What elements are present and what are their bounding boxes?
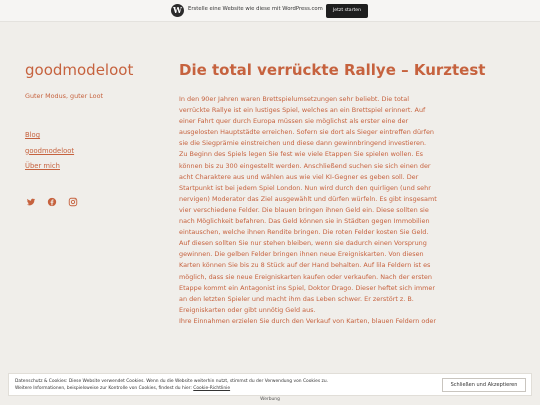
post-body: In den 90er Jahren waren Brettspielumsetzungen sehr beliebt. Die total verrückte Rallye ist ein lustiges Spiel, welches an ein Brettspiel erinnert. Auf einer Fahrt quer durch Europa müssen sie möglichst als erster eine der ausgelosten Hauptstädte erreichen. Sofern sie dort als Sieger eintreffen dürfen sie die Siegprämie einstreichen und diese dann gewinnbringend investieren. Zu Beginn des Spiels legen Sie fest wie viele Etappen Sie spielen wollen. Es können bis zu 300 eingestellt werden. Anschließend suchen sie sich einen der acht Charaktere aus und wählen aus wie viel KI-Gegner es geben soll. Der Startpunkt ist bei jedem Spiel London. Nun wird durch den quirligen (und sehr nervigen) Moderator das Ziel ausgewählt und dürfen würfeln. Es gibt insgesamt vier verschiedene Felder. Die blauen bringen ihnen Geld ein. Diese sollten sie nach Möglichkeit befahren. Das Geld können sie in Städten gegen Immobilien eintauschen, welche ihnen Rendite bringen. Die roten Felder kosten Sie Geld. Auf diesen sollten Sie nur stehen bleiben, wenn sie dadurch einen Vorsprung gewinnen. Die gelben Felder bringen ihnen neue Ereigniskarten. Von diesen Karten können Sie bis zu 8 Stück auf der Hand behalten. Auf lila Feldern ist es möglich, dass sie neue Ereigniskarten kaufen oder verkaufen. Nach der ersten Etappe kommt ein Antagonist ins Spiel, Doktor Drago. Dieser heftet sich immer an den letzten Spieler und macht ihm das Leben schwer. Er zerstört z. B. Ereigniskarten oder gibt unnötig Geld aus. Ihre Einnahmen erzielen Sie durch den Verkauf von Karten, blauen Feldern oder xyxy=(179,95,437,325)
accept-cookies-button[interactable]: Schließen und Akzeptieren xyxy=(442,378,526,392)
site-tagline: Guter Modus, guter Loot xyxy=(25,92,103,100)
nav-item-blog[interactable]: Blog xyxy=(25,131,41,139)
facebook-icon[interactable] xyxy=(47,192,57,202)
post-title[interactable]: Die total verrückte Rallye – Kurztest xyxy=(179,61,486,79)
sidebar-nav xyxy=(25,128,74,175)
wordpress-promo-text: Erstelle eine Website wie diese mit WordPress.com xyxy=(188,6,323,12)
nav-item-goodmodeloot[interactable]: goodmodeloot xyxy=(25,146,75,155)
cookie-policy-link[interactable]: Cookie-Richtlinie xyxy=(193,386,231,391)
cookie-notice-text: Datenschutz & Cookies: Diese Website verwendet Cookies. Wenn du die Website weiterhin nutzt, stimmst du der Verwendung von Cookies zu. Weitere Informationen, beispielsweise zur Kontrolle von Cookies, findest du hier: xyxy=(15,379,329,391)
cookie-notice xyxy=(15,378,425,392)
advertising-label: Werbung xyxy=(260,397,280,402)
social-links xyxy=(26,192,78,202)
nav-item-about[interactable]: Über mich xyxy=(25,162,60,170)
get-started-button[interactable]: Jetzt starten xyxy=(326,4,368,18)
wordpress-promo-bar xyxy=(0,0,540,22)
cookie-banner xyxy=(8,373,532,396)
instagram-icon[interactable] xyxy=(68,192,78,202)
site-title[interactable]: goodmodeloot xyxy=(25,61,134,79)
twitter-icon[interactable] xyxy=(26,192,36,202)
wordpress-logo-icon[interactable]: W xyxy=(171,4,184,17)
